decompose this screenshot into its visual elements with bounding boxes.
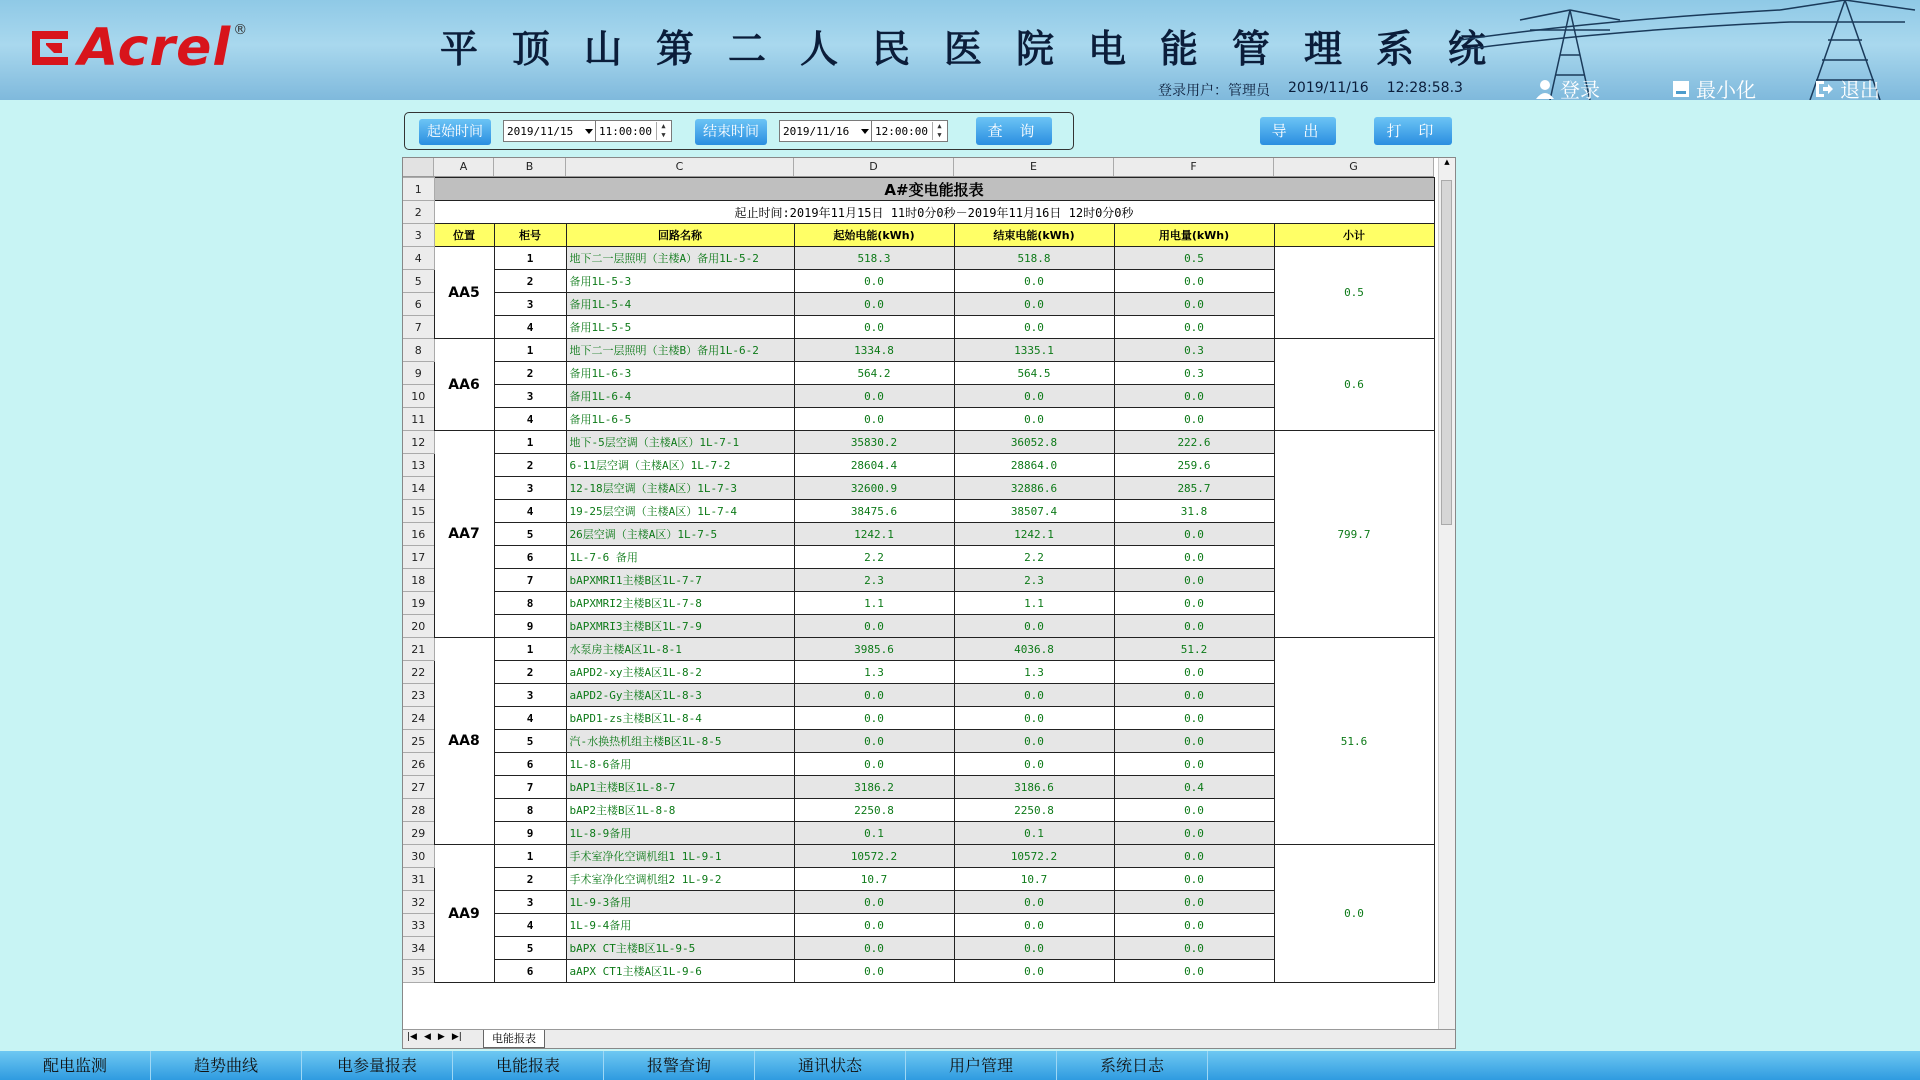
end-energy-cell[interactable]: 0.0 [954, 408, 1114, 431]
usage-cell[interactable]: 0.0 [1114, 937, 1274, 960]
header-cell[interactable]: 回路名称 [566, 224, 794, 247]
end-energy-cell[interactable]: 36052.8 [954, 431, 1114, 454]
usage-cell[interactable]: 0.5 [1114, 247, 1274, 270]
usage-cell[interactable]: 0.0 [1114, 753, 1274, 776]
usage-cell[interactable]: 0.0 [1114, 615, 1274, 638]
circuit-name-cell[interactable]: 水泵房主楼A区1L-8-1 [566, 638, 794, 661]
row-number[interactable]: 18 [403, 569, 434, 592]
start-energy-cell[interactable]: 0.0 [794, 615, 954, 638]
cabinet-number-cell[interactable]: 2 [494, 661, 566, 684]
end-energy-cell[interactable]: 2250.8 [954, 799, 1114, 822]
subtotal-cell[interactable]: 0.5 [1274, 247, 1434, 339]
end-energy-cell[interactable]: 0.0 [954, 914, 1114, 937]
cabinet-number-cell[interactable]: 8 [494, 592, 566, 615]
row-number[interactable]: 24 [403, 707, 434, 730]
prev-sheet-icon[interactable]: ◀ [423, 1032, 431, 1042]
usage-cell[interactable]: 51.2 [1114, 638, 1274, 661]
column-header[interactable]: B [494, 158, 566, 176]
cabinet-number-cell[interactable]: 2 [494, 454, 566, 477]
start-date-value: 2019/11/15 [507, 125, 574, 138]
logout-label: 退出 [1840, 78, 1880, 100]
row-number[interactable]: 32 [403, 891, 434, 914]
end-energy-cell[interactable]: 0.0 [954, 960, 1114, 983]
minimize-button[interactable] [1672, 74, 1756, 100]
circuit-name-cell[interactable]: 汽-水换热机组主楼B区1L-8-5 [566, 730, 794, 753]
last-sheet-icon[interactable]: ▶| [451, 1032, 462, 1042]
row-number[interactable]: 34 [403, 937, 434, 960]
start-energy-cell[interactable]: 0.0 [794, 684, 954, 707]
nav-item[interactable]: 电能报表 [453, 1051, 604, 1080]
usage-cell[interactable]: 0.0 [1114, 293, 1274, 316]
circuit-name-cell[interactable]: 备用1L-5-5 [566, 316, 794, 339]
position-cell[interactable]: AA8 [434, 638, 494, 845]
select-all-corner[interactable] [403, 158, 434, 176]
registered-mark: ® [233, 22, 248, 38]
end-energy-cell[interactable]: 518.8 [954, 247, 1114, 270]
end-energy-cell[interactable]: 1.3 [954, 661, 1114, 684]
row-number[interactable]: 10 [403, 385, 434, 408]
usage-cell[interactable]: 0.0 [1114, 592, 1274, 615]
end-time-value: 12:00:00 [875, 125, 928, 138]
nav-item[interactable]: 报警查询 [604, 1051, 755, 1080]
start-energy-cell[interactable]: 0.0 [794, 707, 954, 730]
app-title: 平顶山第二人民医院电能管理系统 [440, 26, 1521, 71]
circuit-name-cell[interactable]: aAPD2-xy主楼A区1L-8-2 [566, 661, 794, 684]
row-number[interactable]: 12 [403, 431, 434, 454]
report-title-cell[interactable]: A#变电能报表 [434, 178, 1434, 201]
column-header[interactable]: C [566, 158, 794, 176]
nav-item[interactable]: 配电监测 [0, 1051, 151, 1080]
login-label: 登录 [1560, 78, 1600, 100]
minimize-icon [1672, 80, 1690, 98]
first-sheet-icon[interactable]: |◀ [407, 1032, 417, 1042]
circuit-name-cell[interactable]: 12-18层空调（主楼A区）1L-7-3 [566, 477, 794, 500]
position-cell[interactable]: AA9 [434, 845, 494, 983]
row-number[interactable]: 1 [403, 178, 434, 201]
usage-cell[interactable]: 0.0 [1114, 914, 1274, 937]
start-energy-cell[interactable]: 0.0 [794, 891, 954, 914]
end-energy-cell[interactable]: 3186.6 [954, 776, 1114, 799]
start-energy-cell[interactable]: 3186.2 [794, 776, 954, 799]
bottom-navigation [0, 1051, 1920, 1080]
cabinet-number-cell[interactable]: 9 [494, 615, 566, 638]
row-number[interactable]: 6 [403, 293, 434, 316]
cabinet-number-cell[interactable]: 7 [494, 776, 566, 799]
sheet-tab-energy-report[interactable]: 电能报表 [483, 1030, 545, 1048]
row-number[interactable]: 14 [403, 477, 434, 500]
circuit-name-cell[interactable]: 地下-5层空调（主楼A区）1L-7-1 [566, 431, 794, 454]
header-cell[interactable]: 位置 [434, 224, 494, 247]
end-energy-cell[interactable]: 2.3 [954, 569, 1114, 592]
usage-cell[interactable]: 0.0 [1114, 270, 1274, 293]
start-energy-cell[interactable]: 2250.8 [794, 799, 954, 822]
minimize-label: 最小化 [1696, 78, 1756, 100]
circuit-name-cell[interactable]: 1L-9-3备用 [566, 891, 794, 914]
row-number[interactable]: 26 [403, 753, 434, 776]
cabinet-number-cell[interactable]: 3 [494, 477, 566, 500]
start-energy-cell[interactable]: 10572.2 [794, 845, 954, 868]
start-energy-cell[interactable]: 0.0 [794, 270, 954, 293]
row-number[interactable]: 9 [403, 362, 434, 385]
start-date-picker[interactable] [503, 120, 597, 142]
usage-cell[interactable]: 0.0 [1114, 316, 1274, 339]
circuit-name-cell[interactable]: 6-11层空调（主楼A区）1L-7-2 [566, 454, 794, 477]
end-energy-cell[interactable]: 2.2 [954, 546, 1114, 569]
start-energy-cell[interactable]: 1.1 [794, 592, 954, 615]
position-cell[interactable]: AA7 [434, 431, 494, 638]
row-number[interactable]: 7 [403, 316, 434, 339]
circuit-name-cell[interactable]: 1L-8-9备用 [566, 822, 794, 845]
start-energy-cell[interactable]: 0.0 [794, 753, 954, 776]
end-energy-cell[interactable]: 10572.2 [954, 845, 1114, 868]
end-energy-cell[interactable]: 0.0 [954, 270, 1114, 293]
start-time-value: 11:00:00 [599, 125, 652, 138]
logout-icon [1814, 80, 1834, 98]
usage-cell[interactable]: 0.0 [1114, 960, 1274, 983]
login-button[interactable] [1536, 74, 1600, 100]
row-number[interactable]: 22 [403, 661, 434, 684]
row-number[interactable]: 30 [403, 845, 434, 868]
cabinet-number-cell[interactable]: 2 [494, 868, 566, 891]
usage-cell[interactable]: 0.0 [1114, 408, 1274, 431]
usage-cell[interactable]: 0.4 [1114, 776, 1274, 799]
vertical-scrollbar[interactable] [1438, 158, 1455, 1030]
cabinet-number-cell[interactable]: 1 [494, 431, 566, 454]
usage-cell[interactable]: 0.3 [1114, 362, 1274, 385]
circuit-name-cell[interactable]: 备用1L-5-4 [566, 293, 794, 316]
user-label: 登录用户： [1158, 83, 1228, 99]
print-button[interactable]: 打 印 [1374, 117, 1452, 145]
cabinet-number-cell[interactable]: 4 [494, 707, 566, 730]
cabinet-number-cell[interactable]: 3 [494, 385, 566, 408]
start-energy-cell[interactable]: 0.0 [794, 730, 954, 753]
start-energy-cell[interactable]: 1.3 [794, 661, 954, 684]
circuit-name-cell[interactable]: 手术室净化空调机组1 1L-9-1 [566, 845, 794, 868]
usage-cell[interactable]: 0.0 [1114, 385, 1274, 408]
usage-cell[interactable]: 0.0 [1114, 707, 1274, 730]
table-row [403, 178, 1434, 201]
end-energy-cell[interactable]: 10.7 [954, 868, 1114, 891]
row-number[interactable]: 25 [403, 730, 434, 753]
row-number[interactable]: 33 [403, 914, 434, 937]
cabinet-number-cell[interactable]: 9 [494, 822, 566, 845]
end-energy-cell[interactable]: 0.0 [954, 293, 1114, 316]
row-number[interactable]: 21 [403, 638, 434, 661]
start-energy-cell[interactable]: 38475.6 [794, 500, 954, 523]
end-energy-cell[interactable]: 1242.1 [954, 523, 1114, 546]
cabinet-number-cell[interactable]: 3 [494, 293, 566, 316]
row-number[interactable]: 31 [403, 868, 434, 891]
subtotal-cell[interactable]: 799.7 [1274, 431, 1434, 638]
circuit-name-cell[interactable]: 地下二一层照明（主楼B）备用1L-6-2 [566, 339, 794, 362]
row-number[interactable]: 3 [403, 224, 434, 247]
time-filter-panel [404, 112, 1074, 150]
export-button[interactable]: 导 出 [1260, 117, 1336, 145]
cabinet-number-cell[interactable]: 6 [494, 546, 566, 569]
cabinet-number-cell[interactable]: 6 [494, 753, 566, 776]
start-time-spinner[interactable] [595, 120, 672, 142]
end-energy-cell[interactable]: 0.0 [954, 753, 1114, 776]
column-header[interactable]: F [1114, 158, 1274, 176]
start-energy-cell[interactable]: 2.2 [794, 546, 954, 569]
column-header[interactable]: G [1274, 158, 1434, 176]
start-energy-cell[interactable]: 0.0 [794, 293, 954, 316]
header-cell[interactable]: 用电量(kWh) [1114, 224, 1274, 247]
table-header-row [403, 224, 1434, 247]
row-number[interactable]: 8 [403, 339, 434, 362]
cabinet-number-cell[interactable]: 1 [494, 339, 566, 362]
user-icon [1536, 79, 1554, 99]
row-number[interactable]: 19 [403, 592, 434, 615]
table-row[interactable] [403, 339, 1434, 362]
circuit-name-cell[interactable]: bAPX CT主楼B区1L-9-5 [566, 937, 794, 960]
chevron-down-icon [861, 129, 869, 134]
table-row[interactable] [403, 845, 1434, 868]
usage-cell[interactable]: 0.0 [1114, 891, 1274, 914]
current-time: 12:28:58.3 [1386, 80, 1463, 96]
row-number[interactable]: 23 [403, 684, 434, 707]
end-date-picker[interactable] [779, 120, 873, 142]
usage-cell[interactable]: 0.0 [1114, 684, 1274, 707]
cabinet-number-cell[interactable]: 5 [494, 730, 566, 753]
table-row[interactable] [403, 638, 1434, 661]
cabinet-number-cell[interactable]: 5 [494, 523, 566, 546]
scrollbar-thumb[interactable] [1441, 180, 1452, 525]
row-number[interactable]: 15 [403, 500, 434, 523]
end-energy-cell[interactable]: 0.0 [954, 730, 1114, 753]
usage-cell[interactable]: 0.3 [1114, 339, 1274, 362]
nav-item[interactable]: 电参量报表 [302, 1051, 453, 1080]
user-status-bar [1158, 80, 1463, 100]
nav-item[interactable]: 用户管理 [906, 1051, 1057, 1080]
row-number[interactable]: 16 [403, 523, 434, 546]
cabinet-number-cell[interactable]: 1 [494, 845, 566, 868]
cabinet-number-cell[interactable]: 3 [494, 891, 566, 914]
usage-cell[interactable]: 285.7 [1114, 477, 1274, 500]
logout-button[interactable] [1814, 74, 1880, 100]
header-cell[interactable]: 结束电能(kWh) [954, 224, 1114, 247]
next-sheet-icon[interactable]: ▶ [437, 1032, 445, 1042]
header-cell[interactable]: 起始电能(kWh) [794, 224, 954, 247]
cabinet-number-cell[interactable]: 4 [494, 914, 566, 937]
usage-cell[interactable]: 0.0 [1114, 730, 1274, 753]
row-number[interactable]: 28 [403, 799, 434, 822]
acrel-logo [28, 18, 248, 78]
circuit-name-cell[interactable]: bAP1主楼B区1L-8-7 [566, 776, 794, 799]
usage-cell[interactable]: 0.0 [1114, 799, 1274, 822]
circuit-name-cell[interactable]: 19-25层空调（主楼A区）1L-7-4 [566, 500, 794, 523]
circuit-name-cell[interactable]: 备用1L-6-4 [566, 385, 794, 408]
row-number[interactable]: 29 [403, 822, 434, 845]
end-energy-cell[interactable]: 1.1 [954, 592, 1114, 615]
spin-buttons[interactable]: ▲ ▼ [932, 122, 946, 140]
subtotal-cell[interactable]: 51.6 [1274, 638, 1434, 845]
circuit-name-cell[interactable]: 1L-9-4备用 [566, 914, 794, 937]
table-row [403, 201, 1434, 224]
circuit-name-cell[interactable]: bAPD1-zs主楼B区1L-8-4 [566, 707, 794, 730]
start-energy-cell[interactable]: 0.0 [794, 408, 954, 431]
cabinet-number-cell[interactable]: 4 [494, 500, 566, 523]
circuit-name-cell[interactable]: 备用1L-6-3 [566, 362, 794, 385]
start-energy-cell[interactable]: 1242.1 [794, 523, 954, 546]
end-date-value: 2019/11/16 [783, 125, 850, 138]
cabinet-number-cell[interactable]: 1 [494, 638, 566, 661]
circuit-name-cell[interactable]: 手术室净化空调机组2 1L-9-2 [566, 868, 794, 891]
cabinet-number-cell[interactable]: 6 [494, 960, 566, 983]
circuit-name-cell[interactable]: aAPX CT1主楼A区1L-9-6 [566, 960, 794, 983]
cabinet-number-cell[interactable]: 4 [494, 408, 566, 431]
start-energy-cell[interactable]: 0.0 [794, 960, 954, 983]
cabinet-number-cell[interactable]: 1 [494, 247, 566, 270]
end-energy-cell[interactable]: 0.0 [954, 937, 1114, 960]
end-energy-cell[interactable]: 1335.1 [954, 339, 1114, 362]
circuit-name-cell[interactable]: 地下二一层照明（主楼A）备用1L-5-2 [566, 247, 794, 270]
row-number[interactable]: 13 [403, 454, 434, 477]
start-energy-cell[interactable]: 564.2 [794, 362, 954, 385]
circuit-name-cell[interactable]: bAPXMRI2主楼B区1L-7-8 [566, 592, 794, 615]
report-period-cell[interactable]: 起止时间:2019年11月15日 11时0分0秒－2019年11月16日 12时0分0秒 [434, 201, 1434, 224]
row-number[interactable]: 2 [403, 201, 434, 224]
end-energy-cell[interactable]: 0.0 [954, 316, 1114, 339]
cabinet-number-cell[interactable]: 2 [494, 362, 566, 385]
app-header [0, 0, 1920, 100]
column-header[interactable]: D [794, 158, 954, 176]
usage-cell[interactable]: 0.0 [1114, 845, 1274, 868]
position-cell[interactable]: AA5 [434, 247, 494, 339]
circuit-name-cell[interactable]: aAPD2-Gy主楼A区1L-8-3 [566, 684, 794, 707]
energy-report-table[interactable] [403, 177, 1435, 983]
chevron-down-icon [585, 129, 593, 134]
end-energy-cell[interactable]: 0.0 [954, 615, 1114, 638]
end-energy-cell[interactable]: 0.1 [954, 822, 1114, 845]
end-energy-cell[interactable]: 28864.0 [954, 454, 1114, 477]
nav-item[interactable]: 趋势曲线 [151, 1051, 302, 1080]
cabinet-number-cell[interactable]: 8 [494, 799, 566, 822]
circuit-name-cell[interactable]: 26层空调（主楼A区）1L-7-5 [566, 523, 794, 546]
start-energy-cell[interactable]: 35830.2 [794, 431, 954, 454]
end-energy-cell[interactable]: 38507.4 [954, 500, 1114, 523]
cabinet-number-cell[interactable]: 2 [494, 270, 566, 293]
start-energy-cell[interactable]: 0.0 [794, 914, 954, 937]
circuit-name-cell[interactable]: 1L-8-6备用 [566, 753, 794, 776]
scroll-up-icon[interactable]: ▲ [1444, 158, 1450, 166]
end-time-spinner[interactable] [871, 120, 948, 142]
report-spreadsheet[interactable] [402, 157, 1456, 1049]
cabinet-number-cell[interactable]: 3 [494, 684, 566, 707]
usage-cell[interactable]: 0.0 [1114, 523, 1274, 546]
usage-cell[interactable]: 0.0 [1114, 661, 1274, 684]
usage-cell[interactable]: 0.0 [1114, 822, 1274, 845]
cabinet-number-cell[interactable]: 4 [494, 316, 566, 339]
subtotal-cell[interactable]: 0.0 [1274, 845, 1434, 983]
acrel-logo-icon [28, 25, 74, 71]
start-energy-cell[interactable]: 10.7 [794, 868, 954, 891]
end-energy-cell[interactable]: 32886.6 [954, 477, 1114, 500]
spin-buttons[interactable]: ▲ ▼ [656, 122, 670, 140]
start-energy-cell[interactable]: 0.0 [794, 316, 954, 339]
column-header-bar [403, 158, 1434, 177]
circuit-name-cell[interactable]: bAPXMRI1主楼B区1L-7-7 [566, 569, 794, 592]
position-cell[interactable]: AA6 [434, 339, 494, 431]
header-cell[interactable]: 柜号 [494, 224, 566, 247]
cabinet-number-cell[interactable]: 7 [494, 569, 566, 592]
header-cell[interactable]: 小计 [1274, 224, 1434, 247]
circuit-name-cell[interactable]: bAP2主楼B区1L-8-8 [566, 799, 794, 822]
end-energy-cell[interactable]: 0.0 [954, 684, 1114, 707]
row-number[interactable]: 4 [403, 247, 434, 270]
row-number[interactable]: 20 [403, 615, 434, 638]
user-name: 管理员 [1228, 83, 1270, 99]
table-row[interactable] [403, 431, 1434, 454]
end-energy-cell[interactable]: 0.0 [954, 385, 1114, 408]
column-header[interactable]: E [954, 158, 1114, 176]
start-energy-cell[interactable]: 32600.9 [794, 477, 954, 500]
start-time-label: 起始时间 [419, 119, 491, 145]
start-energy-cell[interactable]: 0.0 [794, 937, 954, 960]
end-energy-cell[interactable]: 0.0 [954, 891, 1114, 914]
end-energy-cell[interactable]: 564.5 [954, 362, 1114, 385]
usage-cell[interactable]: 0.0 [1114, 546, 1274, 569]
end-energy-cell[interactable]: 4036.8 [954, 638, 1114, 661]
circuit-name-cell[interactable]: 备用1L-6-5 [566, 408, 794, 431]
current-date: 2019/11/16 [1288, 80, 1369, 96]
start-energy-cell[interactable]: 3985.6 [794, 638, 954, 661]
logo-text: Acrel [78, 18, 232, 78]
end-time-label: 结束时间 [695, 119, 767, 145]
start-energy-cell[interactable]: 0.1 [794, 822, 954, 845]
subtotal-cell[interactable]: 0.6 [1274, 339, 1434, 431]
circuit-name-cell[interactable]: 备用1L-5-3 [566, 270, 794, 293]
usage-cell[interactable]: 0.0 [1114, 569, 1274, 592]
nav-item[interactable]: 系统日志 [1057, 1051, 1208, 1080]
query-button[interactable]: 查 询 [976, 117, 1052, 145]
start-energy-cell[interactable]: 1334.8 [794, 339, 954, 362]
nav-item[interactable]: 通讯状态 [755, 1051, 906, 1080]
start-energy-cell[interactable]: 518.3 [794, 247, 954, 270]
end-energy-cell[interactable]: 0.0 [954, 707, 1114, 730]
row-number[interactable]: 35 [403, 960, 434, 983]
sheet-tab-bar [403, 1029, 1455, 1048]
start-energy-cell[interactable]: 28604.4 [794, 454, 954, 477]
usage-cell[interactable]: 31.8 [1114, 500, 1274, 523]
row-number[interactable]: 5 [403, 270, 434, 293]
column-header[interactable]: A [434, 158, 494, 176]
sheet-nav-buttons[interactable] [407, 1032, 462, 1042]
usage-cell[interactable]: 222.6 [1114, 431, 1274, 454]
circuit-name-cell[interactable]: 1L-7-6 备用 [566, 546, 794, 569]
row-number[interactable]: 27 [403, 776, 434, 799]
cabinet-number-cell[interactable]: 5 [494, 937, 566, 960]
row-number[interactable]: 11 [403, 408, 434, 431]
start-energy-cell[interactable]: 0.0 [794, 385, 954, 408]
usage-cell[interactable]: 259.6 [1114, 454, 1274, 477]
row-number[interactable]: 17 [403, 546, 434, 569]
usage-cell[interactable]: 0.0 [1114, 868, 1274, 891]
start-energy-cell[interactable]: 2.3 [794, 569, 954, 592]
table-row[interactable] [403, 247, 1434, 270]
circuit-name-cell[interactable]: bAPXMRI3主楼B区1L-7-9 [566, 615, 794, 638]
